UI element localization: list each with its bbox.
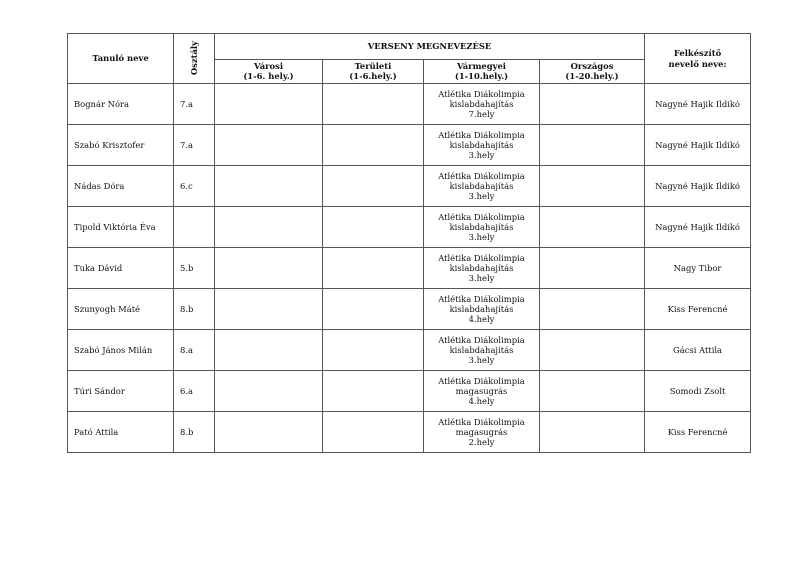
city-result-cell <box>215 412 323 453</box>
result-event: Atlétika Diákolimpia <box>438 129 525 140</box>
county-result-cell <box>424 166 540 207</box>
class-cell: 8.a <box>174 330 215 371</box>
city-result-cell <box>215 166 323 207</box>
class-cell: 7.a <box>174 125 215 166</box>
result-discipline: kislabdahajítás <box>449 180 514 191</box>
county-result-cell <box>424 330 540 371</box>
student-name-cell: Bognár Nóra <box>68 84 174 125</box>
result-event: Atlétika Diákolimpia <box>438 375 525 386</box>
header-level-name: Területi <box>354 61 392 71</box>
table-body <box>68 84 751 453</box>
class-cell: 5.b <box>174 248 215 289</box>
county-result-cell <box>424 371 540 412</box>
header-level-national <box>540 59 645 84</box>
result-discipline: magasugrás <box>455 426 508 437</box>
table-row <box>68 207 751 248</box>
table-row <box>68 330 751 371</box>
result-event: Atlétika Diákolimpia <box>438 252 525 263</box>
header-teacher <box>645 34 751 84</box>
national-result-cell <box>540 330 645 371</box>
header-level-range: (1-6.hely.) <box>349 71 397 82</box>
teacher-name-cell: Nagyné Hajik Ildikó <box>645 166 751 207</box>
table-row <box>68 166 751 207</box>
header-competition: VERSENY MEGNEVEZÉSE <box>215 34 645 60</box>
result-place: 3.hely <box>468 355 495 366</box>
result-discipline: kislabdahajítás <box>449 344 514 355</box>
table-row <box>68 125 751 166</box>
result-place: 4.hely <box>468 314 495 325</box>
header-level-name: Országos <box>570 61 614 71</box>
regional-result-cell <box>323 330 424 371</box>
national-result-cell <box>540 248 645 289</box>
result-event: Atlétika Diákolimpia <box>438 293 525 304</box>
student-name-cell: Nádas Dóra <box>68 166 174 207</box>
result-discipline: kislabdahajítás <box>449 139 514 150</box>
regional-result-cell <box>323 166 424 207</box>
county-result-cell <box>424 207 540 248</box>
student-name-cell: Túri Sándor <box>68 371 174 412</box>
header-teacher-line2: nevelő neve: <box>668 58 727 69</box>
student-name-cell: Szabó Krisztofer <box>68 125 174 166</box>
header-student-name: Tanuló neve <box>68 34 174 84</box>
teacher-name-cell: Nagy Tibor <box>645 248 751 289</box>
header-level-city <box>215 59 323 84</box>
student-name-cell: Pató Attila <box>68 412 174 453</box>
result-event: Atlétika Diákolimpia <box>438 88 525 99</box>
city-result-cell <box>215 84 323 125</box>
city-result-cell <box>215 248 323 289</box>
result-place: 4.hely <box>468 396 495 407</box>
national-result-cell <box>540 166 645 207</box>
result-place: 3.hely <box>468 150 495 161</box>
result-place: 3.hely <box>468 273 495 284</box>
national-result-cell <box>540 207 645 248</box>
result-event: Atlétika Diákolimpia <box>438 211 525 222</box>
city-result-cell <box>215 330 323 371</box>
result-place: 3.hely <box>468 232 495 243</box>
teacher-name-cell: Nagyné Hajik Ildikó <box>645 125 751 166</box>
national-result-cell <box>540 412 645 453</box>
header-class <box>174 34 215 84</box>
teacher-name-cell: Nagyné Hajik Ildikó <box>645 207 751 248</box>
header-level-name: Városi <box>253 61 284 71</box>
student-name-cell: Tuka Dávid <box>68 248 174 289</box>
student-name-cell: Tipold Viktória Éva <box>68 207 174 248</box>
teacher-name-cell: Somodi Zsolt <box>645 371 751 412</box>
header-level-county <box>424 59 540 84</box>
result-place: 2.hely <box>468 437 495 448</box>
city-result-cell <box>215 125 323 166</box>
city-result-cell <box>215 371 323 412</box>
class-cell <box>174 207 215 248</box>
header-level-range: (1-6. hely.) <box>243 71 294 82</box>
header-level-regional <box>323 59 424 84</box>
header-level-range: (1-10.hely.) <box>454 71 509 82</box>
county-result-cell <box>424 125 540 166</box>
class-cell: 6.c <box>174 166 215 207</box>
result-event: Atlétika Diákolimpia <box>438 170 525 181</box>
header-teacher-line1: Felkészítő <box>673 48 722 59</box>
county-result-cell <box>424 412 540 453</box>
header-level-name: Vármegyei <box>457 61 506 71</box>
table-row <box>68 84 751 125</box>
student-name-cell: Szunyogh Máté <box>68 289 174 330</box>
regional-result-cell <box>323 84 424 125</box>
result-event: Atlétika Diákolimpia <box>438 334 525 345</box>
regional-result-cell <box>323 412 424 453</box>
class-cell: 8.b <box>174 412 215 453</box>
county-result-cell <box>424 289 540 330</box>
class-cell: 8.b <box>174 289 215 330</box>
teacher-name-cell: Kiss Ferencné <box>645 289 751 330</box>
class-cell: 7.a <box>174 84 215 125</box>
result-place: 7.hely <box>468 109 495 120</box>
result-discipline: magasugrás <box>455 385 508 396</box>
result-discipline: kislabdahajítás <box>449 98 514 109</box>
table-row <box>68 248 751 289</box>
results-table <box>67 33 751 453</box>
result-discipline: kislabdahajítás <box>449 303 514 314</box>
county-result-cell <box>424 84 540 125</box>
city-result-cell <box>215 207 323 248</box>
result-event: Atlétika Diákolimpia <box>438 416 525 427</box>
header-class-label: Osztály <box>188 41 199 76</box>
regional-result-cell <box>323 371 424 412</box>
header-level-range: (1-20.hely.) <box>565 71 619 82</box>
table-row <box>68 371 751 412</box>
county-result-cell <box>424 248 540 289</box>
national-result-cell <box>540 289 645 330</box>
regional-result-cell <box>323 207 424 248</box>
teacher-name-cell: Kiss Ferencné <box>645 412 751 453</box>
teacher-name-cell: Gácsi Attila <box>645 330 751 371</box>
city-result-cell <box>215 289 323 330</box>
national-result-cell <box>540 84 645 125</box>
result-discipline: kislabdahajítás <box>449 262 514 273</box>
table-row <box>68 289 751 330</box>
teacher-name-cell: Nagyné Hajik Ildikó <box>645 84 751 125</box>
regional-result-cell <box>323 248 424 289</box>
student-name-cell: Szabó János Milán <box>68 330 174 371</box>
regional-result-cell <box>323 125 424 166</box>
class-cell: 6.a <box>174 371 215 412</box>
result-discipline: kislabdahajítás <box>449 221 514 232</box>
regional-result-cell <box>323 289 424 330</box>
national-result-cell <box>540 371 645 412</box>
national-result-cell <box>540 125 645 166</box>
result-place: 3.hely <box>468 191 495 202</box>
table-row <box>68 412 751 453</box>
